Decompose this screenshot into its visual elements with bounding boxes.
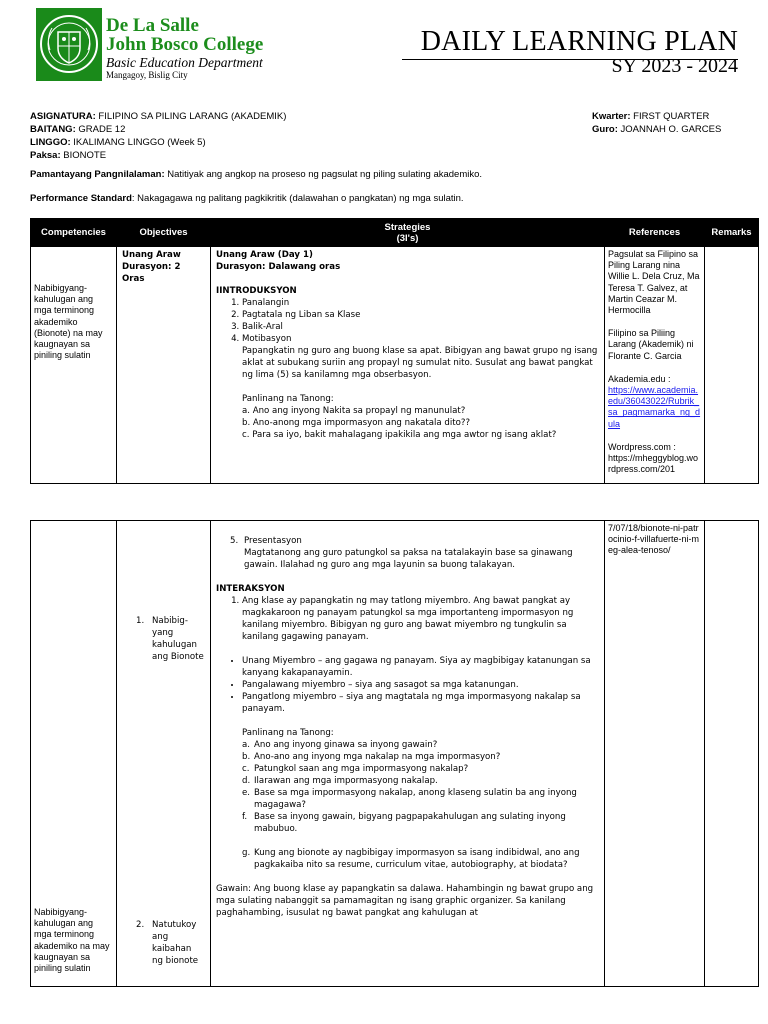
list-item: [242, 775, 599, 787]
list-item: 1. Panalangin: [242, 297, 599, 309]
objectives-cell: [117, 247, 211, 484]
title-block: [398, 28, 738, 76]
question-text: Ano-ano ang inyong mga nakalap na mga impormasyon?: [254, 752, 501, 762]
asignatura-value: FILIPINO SA PILING LARANG (AKADEMIK): [95, 111, 287, 122]
guide-question-list: [242, 739, 599, 835]
motivation-text: Papangkatin ng guro ang buong klase sa apat. Bibigyan ang bawat grupo ng isang aklat at subukang suriin ang propayl ng sumulat nito. Susulat ang bawat pangkat ng lima (5) sa kanilamng mga obserbasyon.: [242, 346, 598, 380]
reference-wordpress-text: https://mheggyblog.wordpress.com/201: [608, 453, 699, 475]
list-item: [242, 405, 599, 417]
kwarter-label: Kwarter:: [592, 111, 631, 122]
content-standard-text: Natitiyak ang angkop na proseso ng pagsulat ng piling sulating akademiko.: [164, 169, 483, 180]
question-text: Para sa iyo, bakit mahalagang ipakikila ang mga awtor ng isang aklat?: [252, 430, 557, 440]
interaction-list: [216, 595, 599, 643]
guide-questions-label: Panlinang na Tanong:: [242, 728, 334, 738]
header-strategies-line1: Strategies: [384, 221, 431, 233]
references-cell: [605, 521, 705, 987]
list-item: [242, 429, 599, 441]
guro-row: [592, 123, 721, 136]
learning-plan-table-1: [30, 218, 759, 484]
performance-standard-label: Performance Standard: [30, 193, 132, 204]
paksa-row: [30, 149, 286, 162]
list-item: [242, 787, 599, 811]
question-text: Patungkol saan ang mga impormasyong nakalap?: [254, 764, 469, 774]
list-item: 2. Pagtatala ng Liban sa Klase: [242, 309, 599, 321]
question-marker: c.: [242, 764, 250, 774]
content-standard-label: Pamantayang Pangnilalaman:: [30, 169, 165, 180]
school-name-block: [106, 16, 263, 80]
guide-question-list: [242, 405, 599, 441]
question-text: Base sa mga impormasyong nakalap, anong klaseng sulatin ba ang inyong magagawa?: [254, 788, 577, 810]
question-g-item: [242, 847, 599, 871]
kwarter-value: FIRST QUARTER: [630, 111, 710, 122]
competency-text: Nabibigyang-kahulugan ang mga terminong akademiko (Bionote) na may kaugnayan sa piniling sulatin: [34, 283, 103, 361]
interaction-heading: INTERAKSYON: [216, 584, 285, 594]
table-header-row: [31, 219, 759, 247]
list-item: [242, 763, 599, 775]
baitang-row: [30, 123, 286, 136]
department-name: Basic Education Department: [106, 55, 263, 70]
question-marker: e.: [242, 788, 251, 798]
guro-label: Guro:: [592, 124, 618, 135]
remarks-cell: [705, 521, 759, 987]
list-item: [242, 417, 599, 429]
header-objectives: Objectives: [117, 219, 211, 247]
header-strategies: [211, 219, 605, 247]
baitang-value: GRADE 12: [75, 124, 126, 135]
list-item: 1. Ang klase ay papangkatin ng may tatlong miyembro. Ang bawat pangkat ay magkakaroon ng panayam patungkol sa mga importanteng impormasyon ng kanilang miyembro. Bibigyan ng guro ang bawat miyembro ng tungkulin sa kanilang gagawing panayam.: [242, 595, 599, 643]
question-text: Ano ang inyong Nakita sa propayl ng manunulat?: [252, 406, 466, 416]
table-row: [31, 247, 759, 484]
question-marker: g.: [242, 848, 251, 858]
school-name-line1: De La Salle: [106, 15, 199, 36]
performance-standard: [30, 192, 464, 205]
presentation-title: Presentasyon: [244, 536, 302, 546]
reference-book-1: Pagsulat sa Filipino sa Piling Larang nina Willie L. Dela Cruz, Ma Teresa T. Galvez, at Martin Ceazar M. Hermocilla: [608, 249, 700, 316]
objective-day: Unang Araw: [122, 250, 181, 260]
kwarter-row: [592, 110, 721, 123]
header-remarks: Remarks: [705, 219, 759, 247]
reference-wordpress-continued: 7/07/18/bionote-ni-patrocinio-f-villafuerte-ni-meg-alea-tenoso/: [608, 523, 700, 556]
list-item: 4. Motibasyon: [242, 333, 599, 345]
question-marker: b.: [242, 752, 251, 762]
header-competencies: Competencies: [31, 219, 117, 247]
presentation-text: Magtatanong ang guro patungkol sa paksa na tatalakayin base sa ginawang gawain. Ilalahad ng guro ang mga layunin sa buong talakayan.: [244, 548, 573, 570]
question-text: Kung ang bionote ay nagbibigay impormasyon sa isang indibidwal, ano ang pagkakaiba nito sa resume, curriculum vitae, autobiography, at biodata?: [254, 848, 580, 870]
performance-standard-text: : Nakagagawa ng palitang pagkikritik (dalawahan o pangkatan) ng mga sulatin.: [131, 193, 464, 204]
member-roles-list: [216, 655, 599, 715]
reference-book-2: Filipino sa Piliing Larang (Akademik) ni Florante C. Garcia: [608, 328, 694, 361]
lesson-info-left: [30, 110, 286, 162]
objective-text: Natutukoy ang kaibahan ng bionote: [152, 920, 199, 966]
linggo-row: [30, 136, 286, 149]
reference-academia-label: Akademia.edu :: [608, 373, 671, 384]
competency-cell: [31, 521, 117, 987]
linggo-label: LINGGO:: [30, 137, 71, 148]
learning-plan-table-2: [30, 520, 759, 987]
school-name-line2: John Bosco College: [106, 34, 264, 55]
objective-number: 1.: [136, 616, 145, 626]
school-year: SY 2023 - 2024: [611, 55, 738, 77]
content-standard: [30, 168, 482, 181]
day-duration: Durasyon: Dalawang oras: [216, 262, 341, 272]
baitang-label: BAITANG:: [30, 124, 76, 135]
question-text: Base sa inyong gawain, bigyang pagpapakahulugan ang sulating inyong mabubuo.: [254, 812, 566, 834]
objective-text: Nabibig-yang kahulugan ang Bionote: [152, 616, 204, 662]
competency-cell: [31, 247, 117, 484]
list-item: • Unang Miyembro – ang gagawa ng panayam. Siya ay magbibigay katanungan sa kanyang kakapanayamin.: [242, 655, 599, 679]
list-item: • Pangatlong miyembro – siya ang magtatala ng mga impormasyong nakalap sa panayam.: [242, 691, 599, 715]
objective-item-2: [122, 919, 205, 967]
list-item: • Pangalawang miyembro – siya ang sasagot sa mga katanungan.: [242, 679, 599, 691]
objective-duration: Durasyon: 2 Oras: [122, 262, 181, 284]
question-text: Ano-anong mga impormasyon ang nakatala dito??: [252, 418, 471, 428]
table-row: [31, 521, 759, 987]
remarks-cell: [705, 247, 759, 484]
question-marker: a.: [242, 406, 250, 416]
header-references: References: [605, 219, 705, 247]
guro-value: JOANNAH O. GARCES: [617, 124, 722, 135]
question-marker: b.: [242, 418, 251, 428]
title-underline: [402, 59, 738, 60]
asignatura-row: [30, 110, 286, 123]
strategies-cell: [211, 521, 605, 987]
asignatura-label: ASIGNATURA:: [30, 111, 96, 122]
school-logo: [36, 8, 102, 81]
intro-list: [216, 297, 599, 345]
presentation-item: [216, 535, 599, 547]
gawain-text: Gawain: Ang buong klase ay papangkatin sa dalawa. Hahambingin ng bawat grupo ang mga sulating nabanggit sa pamamagitan ng isang graphic organizer. Sa kanilang paghahambing, isusulat ng bawat pangkat ang kahulugan at: [216, 884, 594, 918]
school-location: Mangagoy, Bislig City: [106, 70, 188, 80]
document-header: [36, 8, 738, 84]
document-title: DAILY LEARNING PLAN: [420, 26, 738, 57]
reference-wordpress-label: Wordpress.com :: [608, 441, 676, 452]
lesson-info-right: [592, 110, 721, 136]
question-marker: a.: [242, 740, 250, 750]
competency-text: Nabibigyang-kahulugan ang mga terminong akademiko na may kaugnayan sa piniling sulatin: [34, 907, 110, 974]
question-marker: f.: [242, 812, 248, 822]
objective-number: 2.: [136, 920, 145, 930]
question-text: Ano ang inyong ginawa sa inyong gawain?: [254, 740, 438, 750]
list-item: [242, 751, 599, 763]
day-title: Unang Araw (Day 1): [216, 250, 313, 260]
intro-heading: IINTRODUKSYON: [216, 286, 297, 296]
list-item: [242, 739, 599, 751]
question-text: Ilarawan ang mga impormasyong nakalap.: [254, 776, 438, 786]
references-cell: [605, 247, 705, 484]
list-number: 5.: [230, 536, 239, 546]
guide-questions-label: Panlinang na Tanong:: [242, 394, 334, 404]
paksa-label: Paksa:: [30, 150, 61, 161]
linggo-value: IKALIMANG LINGGO (Week 5): [70, 137, 206, 148]
objectives-cell: [117, 521, 211, 987]
paksa-value: BIONOTE: [60, 150, 107, 161]
strategies-cell: [211, 247, 605, 484]
question-marker: c.: [242, 430, 250, 440]
academia-link[interactable]: https://www.academia.edu/36043022/Rubrik_sa_pagmamarka_ng_dula: [608, 385, 701, 429]
header-strategies-line2: (3I's): [396, 232, 419, 244]
objective-item-1: [122, 615, 205, 663]
list-item: [242, 811, 599, 835]
question-marker: d.: [242, 776, 251, 786]
list-item: 3. Balik-Aral: [242, 321, 599, 333]
